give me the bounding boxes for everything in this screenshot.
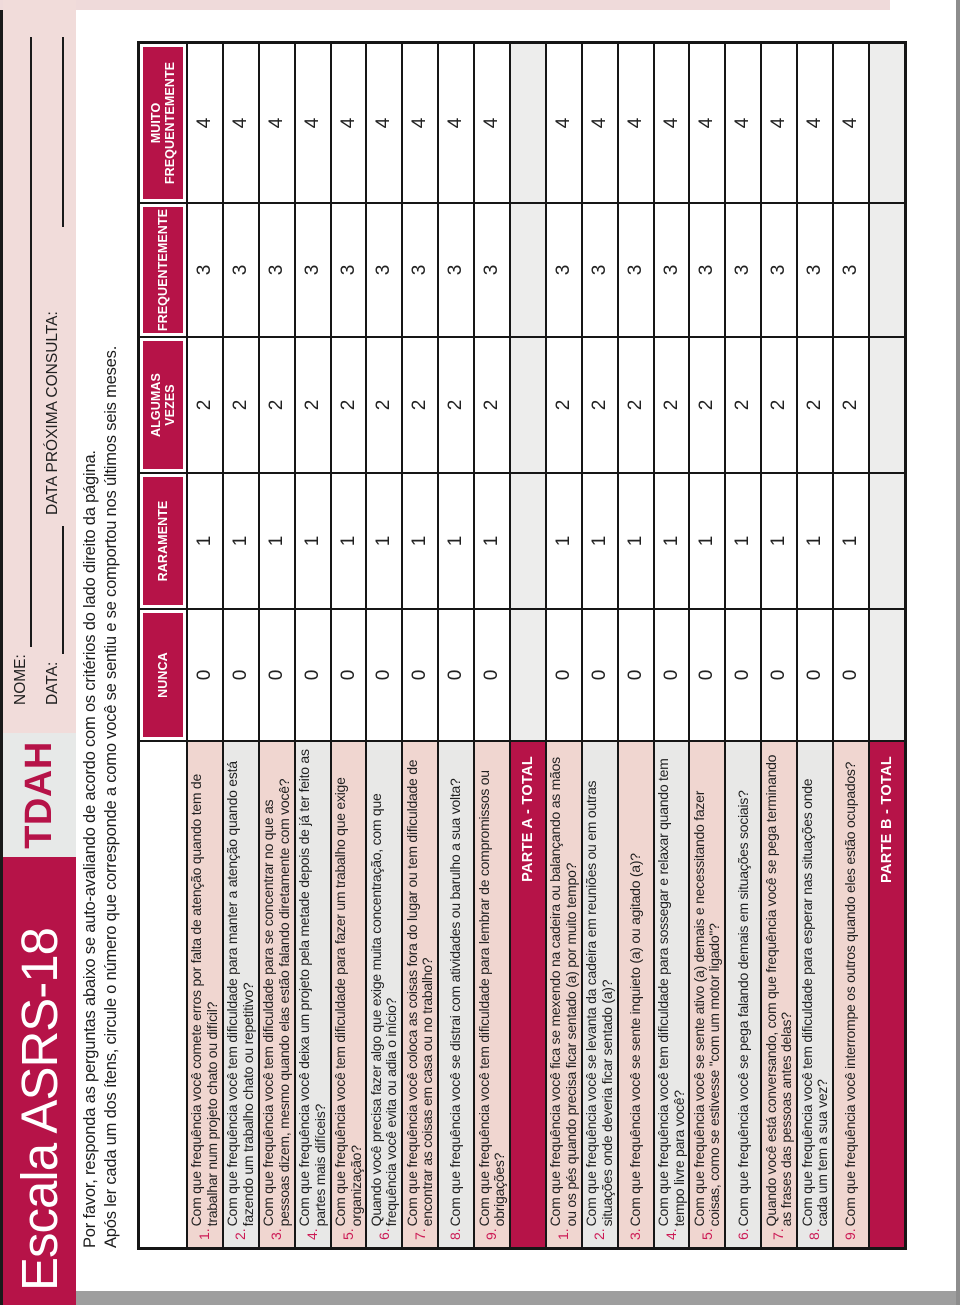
question-text: Com que frequência você se sente inquieto (a) ou agitado (a)? <box>626 853 643 1227</box>
answer-option[interactable]: 0 <box>260 610 294 740</box>
answer-option[interactable]: 3 <box>762 204 796 336</box>
question-number: 9. <box>842 1228 859 1240</box>
answer-option[interactable]: 4 <box>332 44 366 202</box>
answer-option[interactable]: 0 <box>224 610 258 740</box>
question-cell <box>834 742 868 1247</box>
question-cell <box>296 742 330 1247</box>
answer-option[interactable]: 0 <box>547 610 581 740</box>
total-cell[interactable] <box>511 44 545 202</box>
scan-edge-pink-strip <box>0 0 890 10</box>
answer-option[interactable]: 3 <box>834 204 868 336</box>
answer-option[interactable]: 3 <box>619 204 653 336</box>
answer-option[interactable]: 3 <box>690 204 724 336</box>
question-cell <box>403 742 437 1247</box>
answer-option[interactable]: 1 <box>690 474 724 608</box>
question-text: Com que frequência você se sente ativo (a) demais e necessitando fazer coisas, como se estivesse "com um motor ligado"? <box>690 790 723 1227</box>
next-visit-field-line[interactable] <box>62 37 64 227</box>
answer-option[interactable]: 4 <box>798 44 832 202</box>
answer-option[interactable]: 3 <box>367 204 401 336</box>
answer-option[interactable]: 2 <box>655 338 689 472</box>
header-band-nunca: NUNCA <box>143 613 183 737</box>
question-cell <box>439 742 473 1247</box>
answer-option[interactable]: 3 <box>439 204 473 336</box>
condition-title: TDAH <box>18 741 60 849</box>
total-cell[interactable] <box>511 610 545 740</box>
question-cell <box>762 742 796 1247</box>
question-text: Com que frequência você tem dificuldade para manter a atenção quando está fazendo um trabalho chato ou repetitivo? <box>224 761 256 1227</box>
question-text: Com que frequência você fica se mexendo na cadeira ou balançando as mãos ou os pés quando precisa ficar sentado (a) por muito tempo? <box>547 757 579 1227</box>
part-a-total-label: PARTE A - TOTAL <box>511 742 545 1247</box>
answer-option[interactable]: 2 <box>296 338 330 472</box>
answer-option[interactable]: 4 <box>296 44 330 202</box>
answer-option[interactable]: 2 <box>224 338 258 472</box>
question-cell <box>798 742 832 1247</box>
answer-option[interactable]: 0 <box>583 610 617 740</box>
question-cell <box>690 742 724 1247</box>
answer-option[interactable]: 1 <box>403 474 437 608</box>
answer-option[interactable]: 1 <box>655 474 689 608</box>
question-cell <box>332 742 366 1247</box>
answer-option[interactable]: 4 <box>403 44 437 202</box>
answer-option[interactable]: 3 <box>475 204 509 336</box>
answer-option[interactable]: 0 <box>834 610 868 740</box>
question-cell <box>260 742 294 1247</box>
question-cell <box>367 742 401 1247</box>
answer-option[interactable]: 0 <box>439 610 473 740</box>
answer-option[interactable]: 0 <box>367 610 401 740</box>
scan-edge-bottom <box>956 0 960 1305</box>
total-cell[interactable] <box>870 338 904 472</box>
question-cell <box>726 742 760 1247</box>
answer-option[interactable]: 0 <box>798 610 832 740</box>
answer-option[interactable]: 4 <box>583 44 617 202</box>
answer-option[interactable]: 1 <box>332 474 366 608</box>
question-text: Com que frequência você se distrai com atividades ou barulho a sua volta? <box>447 778 464 1227</box>
question-cell <box>655 742 689 1247</box>
answer-option[interactable]: 3 <box>547 204 581 336</box>
answer-option[interactable]: 0 <box>332 610 366 740</box>
answer-option[interactable]: 4 <box>475 44 509 202</box>
answer-option[interactable]: 0 <box>762 610 796 740</box>
answer-option[interactable]: 3 <box>296 204 330 336</box>
question-number: 2. <box>590 1228 607 1240</box>
answer-option[interactable]: 3 <box>583 204 617 336</box>
answer-option[interactable]: 0 <box>619 610 653 740</box>
question-number: 1. <box>196 1228 213 1240</box>
answer-option[interactable]: 1 <box>547 474 581 608</box>
question-number: 7. <box>411 1228 428 1240</box>
answer-option[interactable]: 3 <box>332 204 366 336</box>
answer-option[interactable]: 0 <box>655 610 689 740</box>
question-number: 6. <box>734 1228 751 1240</box>
answer-option[interactable]: 1 <box>583 474 617 608</box>
answer-option[interactable]: 0 <box>403 610 437 740</box>
answer-option[interactable]: 4 <box>690 44 724 202</box>
question-text: Com que frequência você se levanta da cadeira em reuniões ou em outras situações onde deveria ficar sentado (a)? <box>583 780 615 1227</box>
answer-option[interactable]: 2 <box>439 338 473 472</box>
question-cell <box>188 742 222 1247</box>
answer-option[interactable]: 3 <box>403 204 437 336</box>
answer-option[interactable]: 4 <box>547 44 581 202</box>
date-label: DATA: <box>44 661 61 705</box>
total-cell[interactable] <box>870 610 904 740</box>
answer-option[interactable]: 1 <box>439 474 473 608</box>
question-text: Quando você precisa fazer algo que exige muita concentração, com que frequência você evita ou adia o início? <box>367 793 400 1227</box>
answer-option[interactable]: 3 <box>798 204 832 336</box>
instructions-line-1: Por favor, responda as perguntas abaixo se auto-avaliando de acordo com os critérios do lado direito da página. <box>81 450 99 1248</box>
question-number: 4. <box>303 1228 320 1240</box>
header-band-muito-frequentemente: MUITO FREQUENTEMENTE <box>143 47 183 199</box>
date-field-line[interactable] <box>62 526 64 654</box>
answer-option[interactable]: 0 <box>726 610 760 740</box>
answer-option[interactable]: 1 <box>619 474 653 608</box>
question-text: Com que frequência você deixa um projeto pela metade depois de já ter feito as partes mais difíceis? <box>296 749 328 1227</box>
header-band-raramente: RARAMENTE <box>143 477 183 605</box>
answer-option[interactable]: 2 <box>403 338 437 472</box>
question-text: Com que frequência você se pega falando demais em situações sociais? <box>734 790 751 1227</box>
answer-option[interactable]: 1 <box>188 474 222 608</box>
name-label: NOME: <box>12 654 29 705</box>
question-text: Com que frequência você tem dificuldade para sossegar e relaxar quando tem tempo livre para você? <box>655 758 687 1227</box>
question-number: 3. <box>626 1228 643 1240</box>
answer-option[interactable]: 2 <box>547 338 581 472</box>
question-cell <box>475 742 509 1247</box>
answer-option[interactable]: 2 <box>619 338 653 472</box>
question-text: Com que frequência você comete erros por falta de atenção quando tem de trabalhar num projeto chato ou difícil? <box>188 773 220 1227</box>
answer-option[interactable]: 4 <box>224 44 258 202</box>
column-header-nunca <box>140 610 186 740</box>
part-b-total-label: PARTE B - TOTAL <box>870 742 904 1247</box>
question-text: Com que frequência você tem dificuldade para esperar nas situações onde cada um tem a sua vez? <box>798 778 831 1227</box>
column-header-algumas-vezes <box>140 338 186 472</box>
answer-option[interactable]: 3 <box>726 204 760 336</box>
instructions <box>80 138 122 1248</box>
answer-option[interactable]: 1 <box>475 474 509 608</box>
answer-option[interactable]: 2 <box>188 338 222 472</box>
question-number: 7. <box>770 1228 787 1240</box>
question-number: 8. <box>806 1228 823 1240</box>
header-band-frequentemente: FREQUENTEMENTE <box>143 207 183 333</box>
answer-option[interactable]: 4 <box>762 44 796 202</box>
question-text: Com que frequência você interrompe os outros quando eles estão ocupados? <box>842 761 859 1227</box>
instructions-line-2: Após ler cada um dos ítens, circule o número que corresponde a como você se sentiu e se comportou nos últimos seis meses. <box>102 345 120 1248</box>
column-header-frequentemente <box>140 204 186 336</box>
next-visit-label: DATA PRÓXIMA CONSULTA: <box>44 311 61 515</box>
questionnaire-table <box>137 41 907 1250</box>
question-text: Com que frequência você tem dificuldade para fazer um trabalho que exige organização? <box>332 777 364 1227</box>
answer-option[interactable]: 0 <box>690 610 724 740</box>
header-band <box>3 0 76 1305</box>
answer-option[interactable]: 2 <box>583 338 617 472</box>
answer-option[interactable]: 2 <box>260 338 294 472</box>
total-cell[interactable] <box>870 204 904 336</box>
scale-title: Escala ASRS-18 <box>11 927 68 1291</box>
question-number: 2. <box>232 1228 249 1240</box>
answer-option[interactable]: 3 <box>260 204 294 336</box>
question-cell <box>583 742 617 1247</box>
answer-option[interactable]: 2 <box>475 338 509 472</box>
answer-option[interactable]: 0 <box>296 610 330 740</box>
question-number: 6. <box>375 1228 392 1240</box>
question-number: 3. <box>267 1228 284 1240</box>
answer-option[interactable]: 1 <box>834 474 868 608</box>
total-cell[interactable] <box>511 474 545 608</box>
question-cell <box>619 742 653 1247</box>
answer-option[interactable]: 2 <box>690 338 724 472</box>
answer-option[interactable]: 3 <box>655 204 689 336</box>
answer-option[interactable]: 2 <box>762 338 796 472</box>
answer-option[interactable]: 4 <box>367 44 401 202</box>
answer-option[interactable]: 1 <box>762 474 796 608</box>
answer-option[interactable]: 4 <box>834 44 868 202</box>
answer-option[interactable]: 2 <box>798 338 832 472</box>
question-number: 5. <box>339 1228 356 1240</box>
total-cell[interactable] <box>870 44 904 202</box>
question-number: 8. <box>447 1228 464 1240</box>
name-field-line[interactable] <box>30 37 32 647</box>
question-text: Com que frequência você tem dificuldade para lembrar de compromissos ou obrigações? <box>475 770 508 1227</box>
total-cell[interactable] <box>511 338 545 472</box>
column-header-muito-frequentemente <box>140 44 186 202</box>
answer-option[interactable]: 3 <box>224 204 258 336</box>
question-number: 1. <box>555 1228 572 1240</box>
answer-option[interactable]: 0 <box>188 610 222 740</box>
total-cell[interactable] <box>870 474 904 608</box>
answer-option[interactable]: 2 <box>332 338 366 472</box>
answer-option[interactable]: 1 <box>367 474 401 608</box>
scan-edge-grey-strip <box>76 1291 958 1305</box>
total-cell[interactable] <box>511 204 545 336</box>
answer-option[interactable]: 3 <box>188 204 222 336</box>
answer-option[interactable]: 1 <box>224 474 258 608</box>
answer-option[interactable]: 2 <box>834 338 868 472</box>
question-text: Com que frequência você tem dificuldade para se concentrar no que as pessoas dizem, mesmo quando elas estão falando diretamente com você? <box>260 778 292 1227</box>
question-text: Quando você está conversando, com que frequência você se pega terminando as frases das pessoas antes delas? <box>762 754 795 1227</box>
question-number: 9. <box>483 1228 500 1240</box>
condition-title-box <box>3 733 76 857</box>
question-column-header <box>140 742 186 1247</box>
scale-title-box <box>3 857 76 1305</box>
answer-option[interactable]: 4 <box>726 44 760 202</box>
question-cell <box>224 742 258 1247</box>
question-text: Com que frequência você coloca as coisas fora do lugar ou tem dificuldade de encontrar as coisas em casa ou no trabalho? <box>403 759 436 1227</box>
answer-option[interactable]: 2 <box>726 338 760 472</box>
header-band-algumas-vezes: ALGUMAS VEZES <box>143 341 183 469</box>
answer-option[interactable]: 4 <box>655 44 689 202</box>
answer-option[interactable]: 4 <box>619 44 653 202</box>
answer-option[interactable]: 1 <box>296 474 330 608</box>
column-header-raramente <box>140 474 186 608</box>
answer-option[interactable]: 1 <box>260 474 294 608</box>
answer-option[interactable]: 4 <box>260 44 294 202</box>
answer-option[interactable]: 4 <box>188 44 222 202</box>
question-cell <box>547 742 581 1247</box>
answer-option[interactable]: 2 <box>367 338 401 472</box>
question-number: 5. <box>698 1228 715 1240</box>
question-number: 4. <box>662 1228 679 1240</box>
answer-option[interactable]: 0 <box>475 610 509 740</box>
answer-option[interactable]: 1 <box>798 474 832 608</box>
answer-option[interactable]: 4 <box>439 44 473 202</box>
answer-option[interactable]: 1 <box>726 474 760 608</box>
